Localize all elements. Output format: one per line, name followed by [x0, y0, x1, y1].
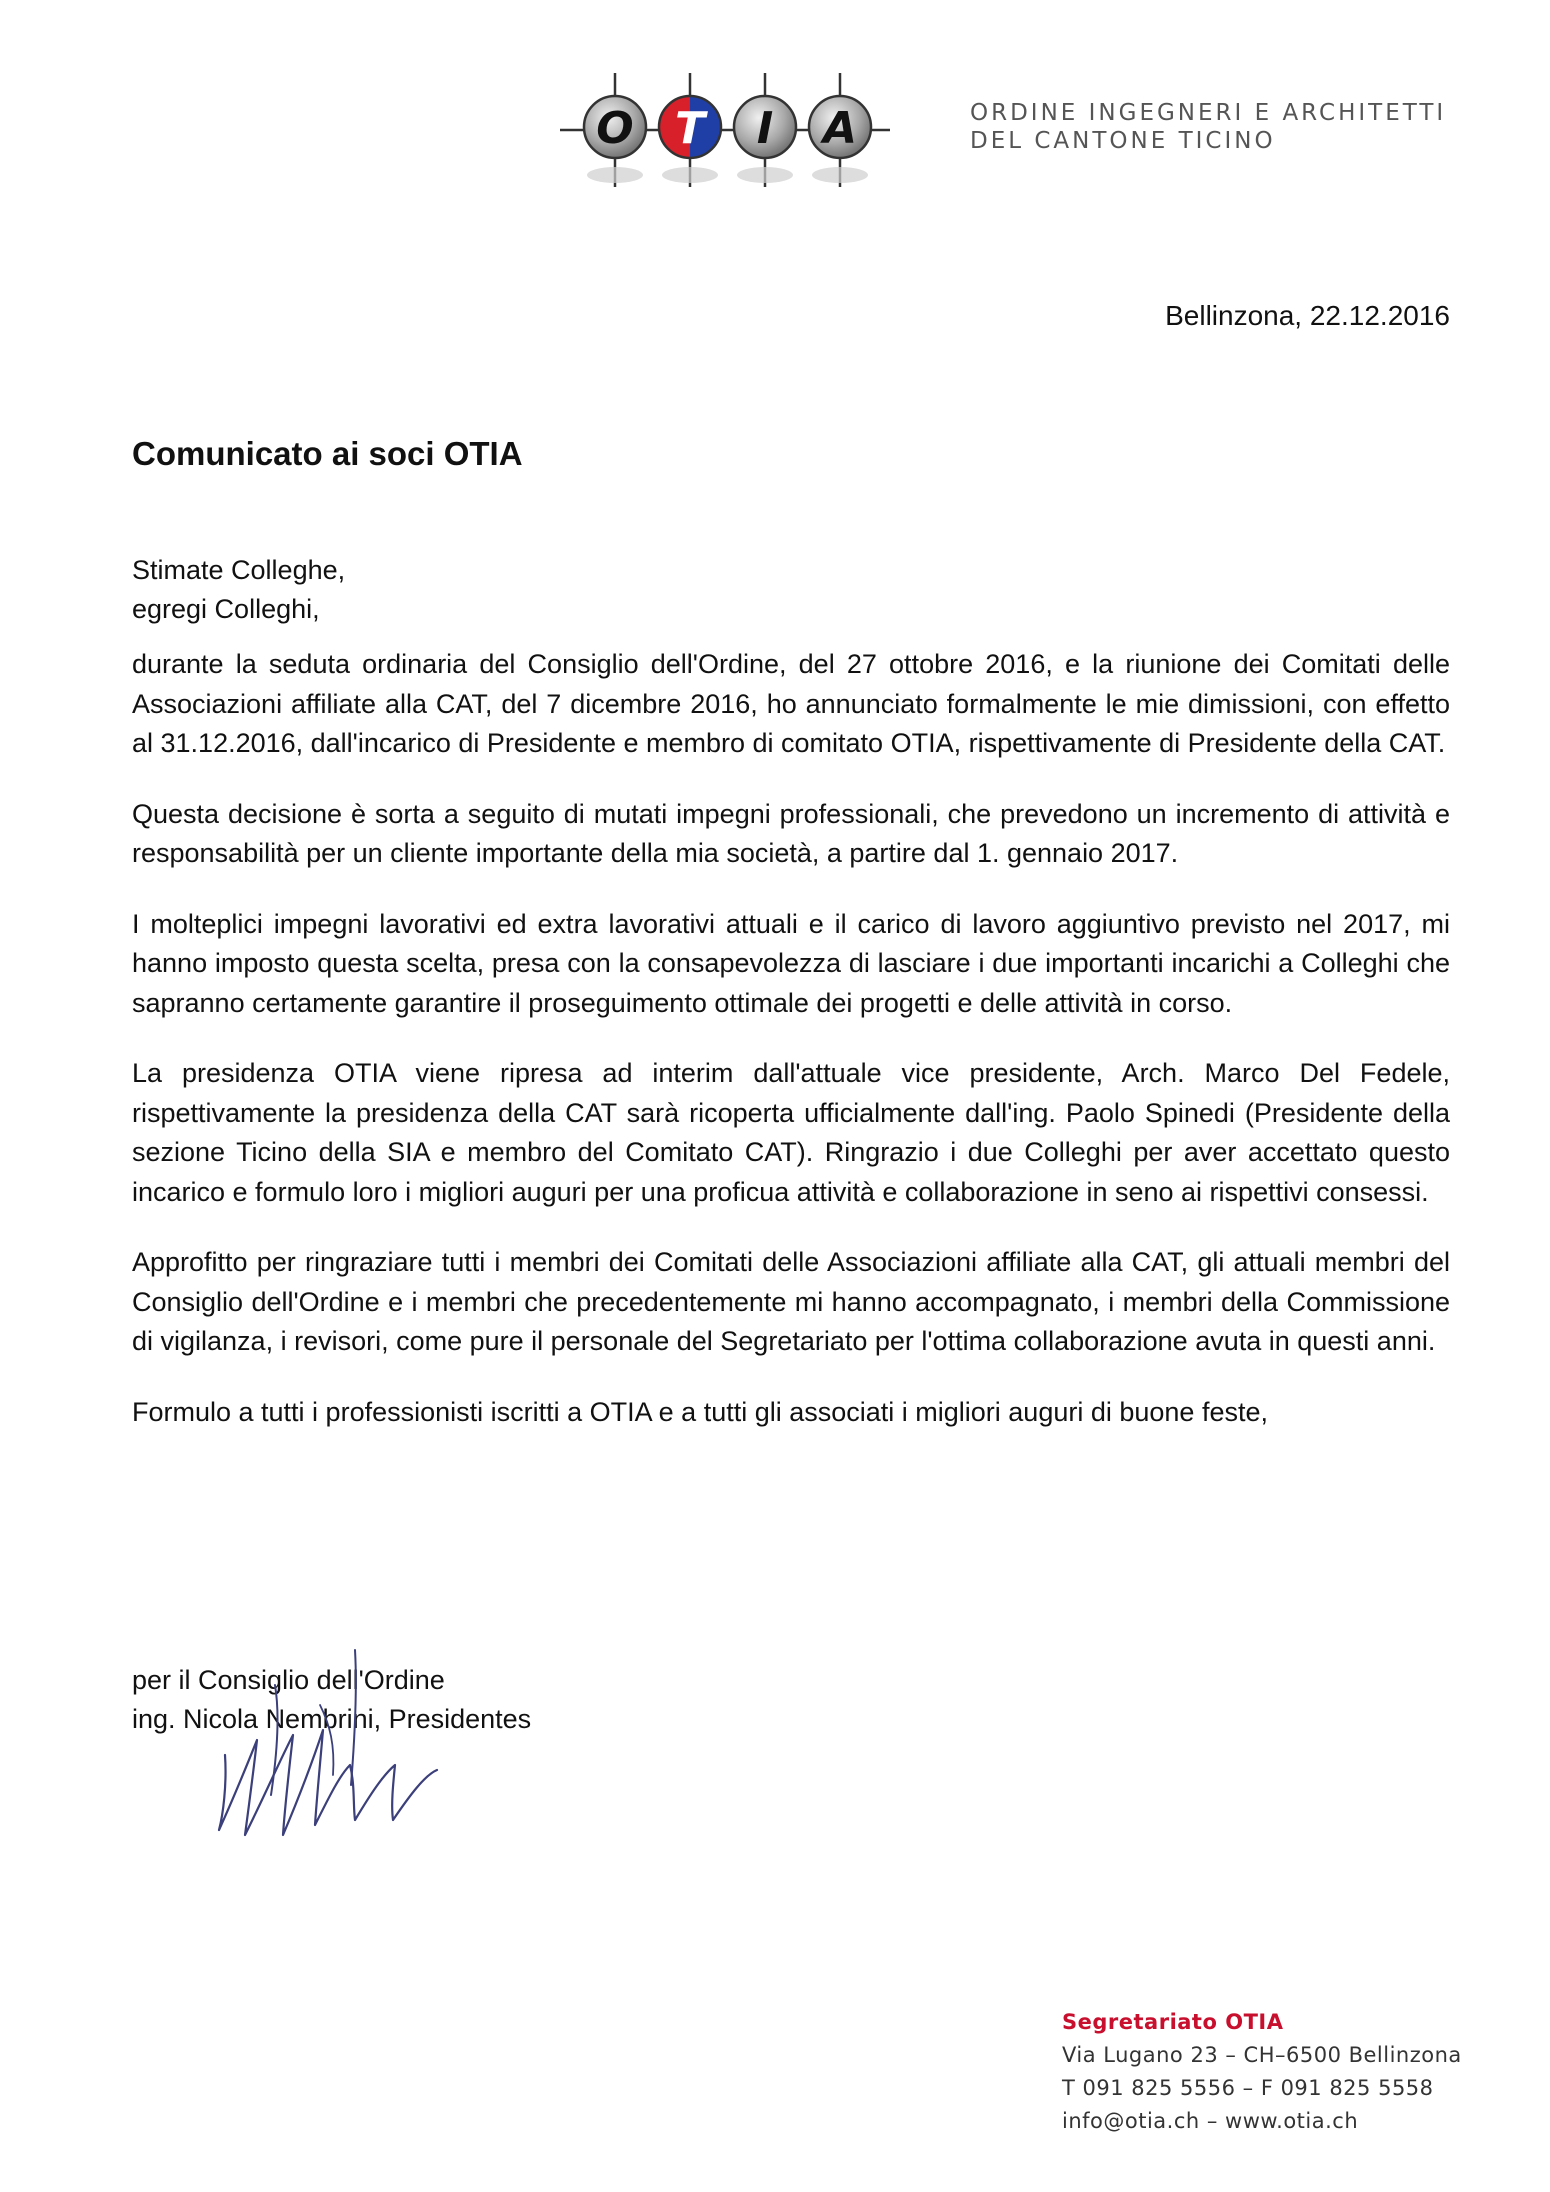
letter-body — [132, 645, 1450, 1463]
closing-line1: per il Consiglio dell'Ordine — [132, 1665, 445, 1695]
org-name-line2: DEL CANTONE TICINO — [970, 128, 1276, 154]
svg-text:T: T — [674, 103, 706, 154]
org-name-line1: ORDINE INGEGNERI E ARCHITETTI — [970, 100, 1447, 126]
salutation-line2: egregi Colleghi, — [132, 594, 320, 624]
closing-line2: ing. Nicola Nembrini, Presidentes — [132, 1704, 532, 1734]
paragraph: Formulo a tutti i professionisti iscritti a OTIA e a tutti gli associati i migliori auguri di buone feste, — [132, 1396, 1268, 1427]
paragraph: I molteplici impegni lavorativi ed extra lavorativi attuali e il carico di lavoro aggiuntivo previsto nel 2017, mi hanno imposto questa scelta, presa con la consapevolezza di lasciare i due importanti incarichi a Colleghi che sapranno certamente garantire il proseguimento ottimale dei progetti e delle attività in corso. — [132, 908, 1450, 1018]
svg-text:I: I — [756, 103, 774, 154]
footer-address: Via Lugano 23 – CH–6500 Bellinzona — [1062, 2043, 1462, 2067]
letter-date: Bellinzona, 22.12.2016 — [1165, 300, 1450, 331]
paragraph: Questa decisione è sorta a seguito di mutati impegni professionali, che prevedono un incremento di attività e responsabilità per un cliente importante della mia società, a partire dal 1. gennaio 2017. — [132, 798, 1450, 868]
footer-web: info@otia.ch – www.otia.ch — [1062, 2109, 1359, 2133]
salutation-line1: Stimate Colleghe, — [132, 555, 346, 585]
svg-text:A: A — [822, 103, 858, 154]
signature — [205, 1645, 445, 1845]
paragraph: La presidenza OTIA viene ripresa ad interim dall'attuale vice presidente, Arch. Marco Del Fedele, rispettivamente la presidenza della CAT sarà ricoperta ufficialmente dall'ing. Paolo Spinedi (Presidente della sezione Ticino della SIA e membro del Comitato CAT). Ringrazio i due Colleghi per aver accettato questo incarico e formulo loro i migliori auguri per una proficua attività e collaborazione in seno ai rispettivi consessi. — [132, 1058, 1450, 1207]
footer-phone: T 091 825 5556 – F 091 825 5558 — [1062, 2076, 1434, 2100]
paragraph: durante la seduta ordinaria del Consiglio dell'Ordine, del 27 ottobre 2016, e la riunione dei Comitati delle Associazioni affiliate alla CAT, del 7 dicembre 2016, ho annunciato formalmente le mie dimissioni, con effetto al 31.12.2016, dall'incarico di Presidente e membro di comitato OTIA, rispettivamente di Presidente della CAT. — [132, 649, 1450, 758]
svg-text:O: O — [596, 103, 634, 154]
footer-title: Segretariato OTIA — [1062, 2010, 1284, 2034]
otia-logo — [555, 55, 895, 205]
letter-subject: Comunicato ai soci OTIA — [132, 435, 523, 472]
paragraph: Approfitto per ringraziare tutti i membri dei Comitati delle Associazioni affiliate alla CAT, gli attuali membri del Consiglio dell'Ordine e i membri che precedentemente mi hanno accompagnato, i membri della Commissione di vigilanza, i revisori, come pure il personale del Segretariato per l'ottima collaborazione avuta in questi anni. — [132, 1247, 1450, 1356]
